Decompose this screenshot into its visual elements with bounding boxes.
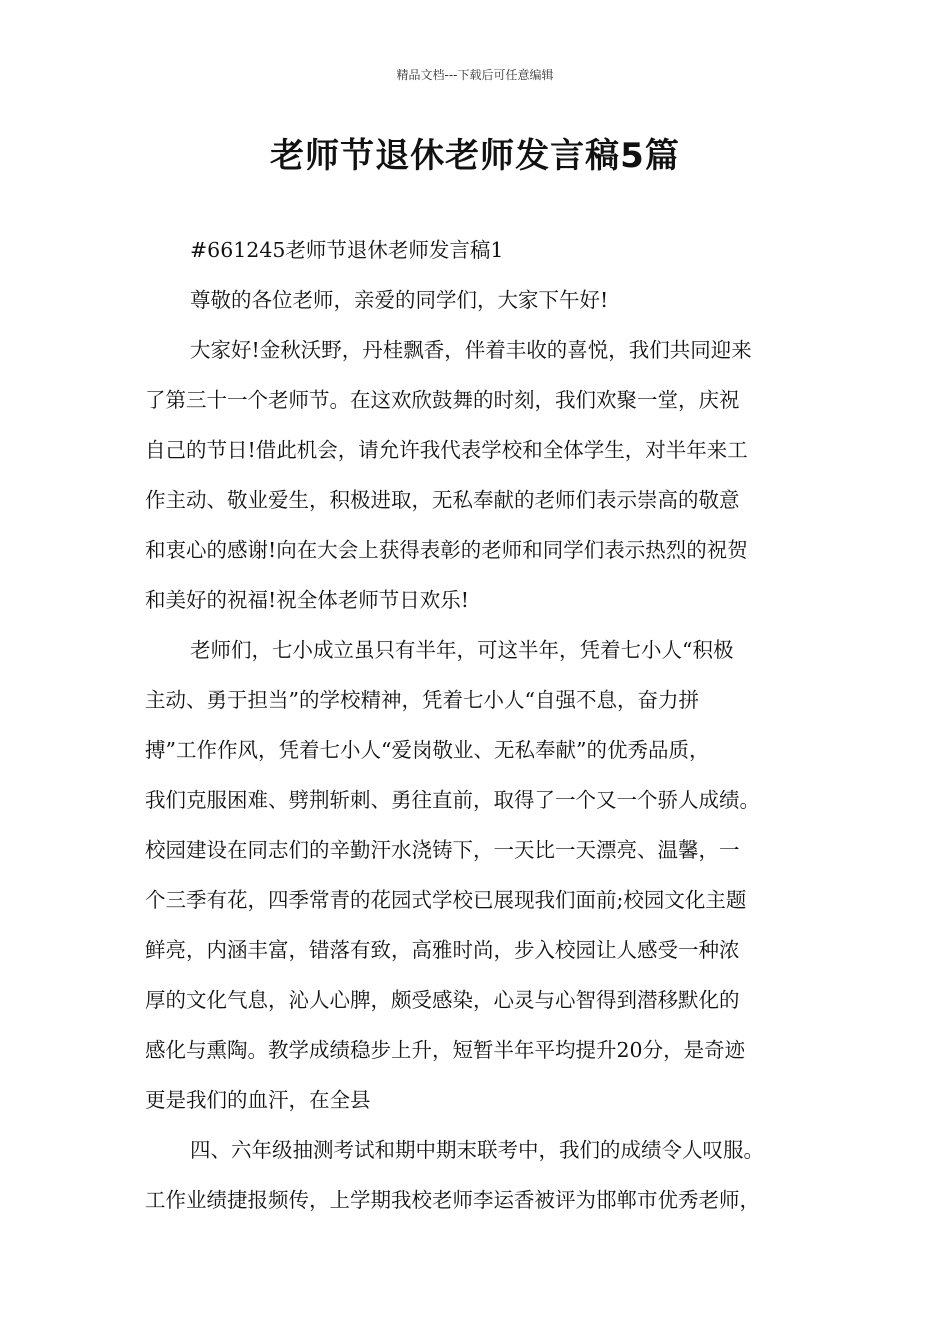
- document-title: 老师节退休老师发言稿5篇: [270, 136, 680, 176]
- text-line: 鲜亮，内涵丰富，错落有致，高雅时尚，步入校园让人感受一种浓: [145, 938, 740, 962]
- text-line: #661245老师节退休老师发言稿1: [190, 238, 504, 262]
- text-line: 校园建设在同志们的辛勤汗水浇铸下，一天比一天漂亮、温馨，一: [145, 838, 740, 862]
- text-line: 工作业绩捷报频传，上学期我校老师李运香被评为邯郸市优秀老师，: [145, 1188, 760, 1212]
- text-line: 四、六年级抽测考试和期中期末联考中，我们的成绩令人叹服。: [190, 1138, 764, 1162]
- page-header: 精品文档---下载后可任意编辑: [396, 68, 554, 82]
- document-body: [145, 225, 825, 1225]
- text-line: 和美好的祝福!祝全体老师节日欢乐!: [145, 588, 469, 612]
- text-line: 个三季有花，四季常青的花园式学校已展现我们面前;校园文化主题: [145, 888, 747, 912]
- text-line: 和衷心的感谢!向在大会上获得表彰的老师和同学们表示热烈的祝贺: [145, 538, 748, 562]
- text-line: 了第三十一个老师节。在这欢欣鼓舞的时刻，我们欢聚一堂，庆祝: [145, 388, 740, 412]
- text-line: 更是我们的血汗，在全县: [145, 1088, 371, 1112]
- text-line: 尊敬的各位老师，亲爱的同学们，大家下午好!: [190, 288, 609, 312]
- text-line: 作主动、敬业爱生，积极进取，无私奉献的老师们表示崇高的敬意: [145, 488, 740, 512]
- text-line: 搏”工作作风，凭着七小人“爱岗敬业、无私奉献”的优秀品质，: [145, 738, 710, 762]
- text-line: 自己的节日!借此机会，请允许我代表学校和全体学生，对半年来工: [145, 438, 748, 462]
- text-line: 大家好!金秋沃野，丹桂飘香，伴着丰收的喜悦，我们共同迎来: [190, 338, 752, 362]
- text-line: 厚的文化气息，沁人心脾，颇受感染，心灵与心智得到潜移默化的: [145, 988, 740, 1012]
- text-line: 我们克服困难、劈荆斩刺、勇往直前，取得了一个又一个骄人成绩。: [145, 788, 760, 812]
- text-line: 感化与熏陶。教学成绩稳步上升，短暂半年平均提升20分，是奇迹: [145, 1038, 746, 1062]
- text-line: 老师们，七小成立虽只有半年，可这半年，凭着七小人“积极: [190, 638, 734, 662]
- text-line: 主动、勇于担当”的学校精神，凭着七小人“自强不息，奋力拼: [145, 688, 699, 712]
